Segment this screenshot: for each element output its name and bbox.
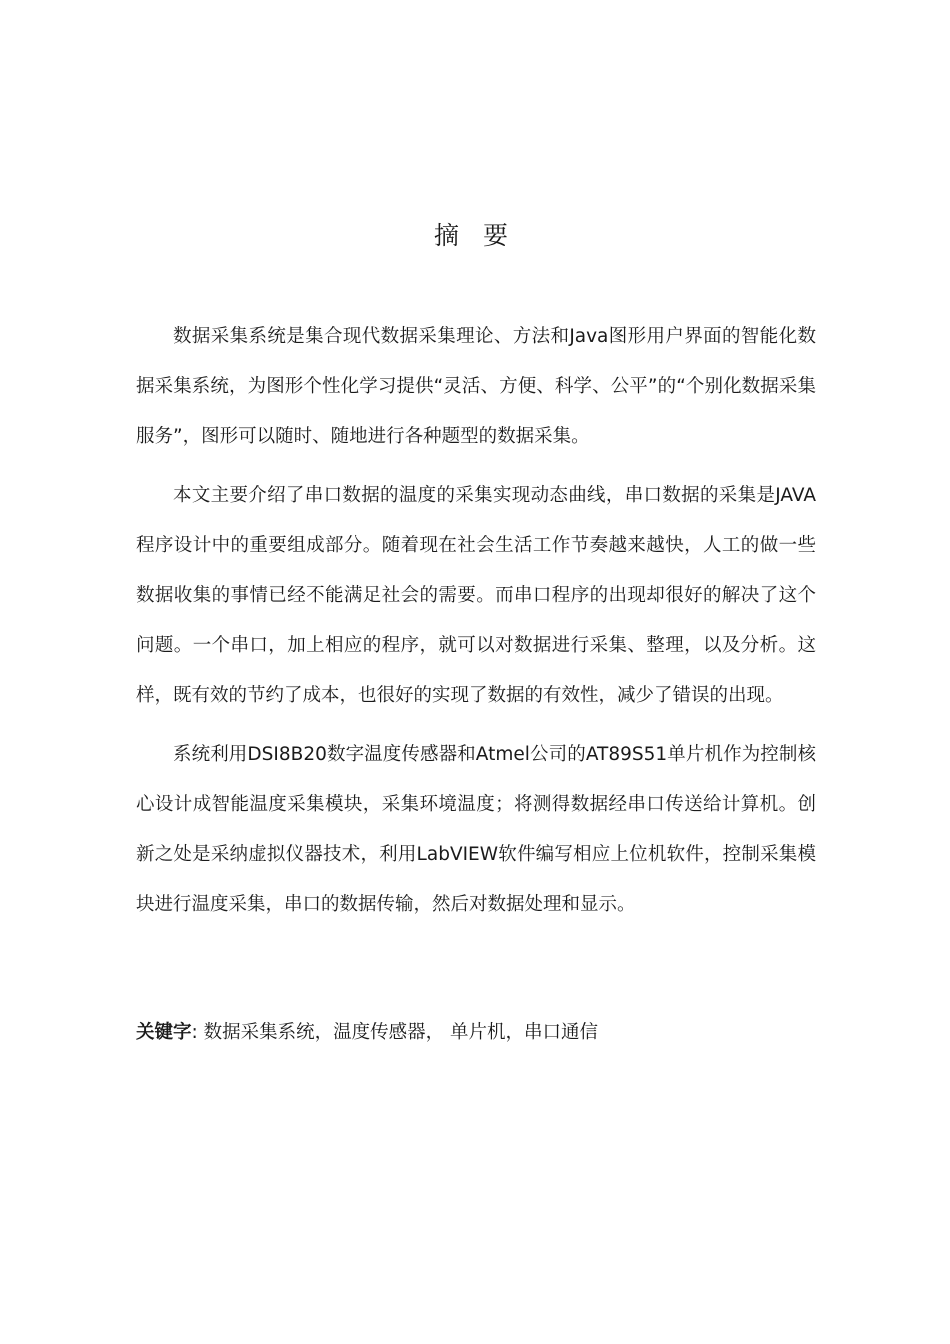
keywords-label: 关键字 [136, 1022, 192, 1043]
keywords-separator: : [191, 1022, 198, 1043]
abstract-title: 摘 要 [434, 221, 516, 250]
keywords-text: 数据采集系统，温度传感器， 单片机，串口通信 [197, 1022, 599, 1043]
abstract-paragraph-2: 本文主要介绍了串口数据的温度的采集实现动态曲线，串口数据的采集是JAVA程序设计中的重要组成部分。随着现在社会生活工作节奏越来越快，人工的做一些数据收集的事情已经不能满足社会的需要。而串口程序的出现却很好的解决了这个问题。一个串口，加上相应的程序，就可以对数据进行采集、整理，以及分析。这样，既有效的节约了成本，也很好的实现了数据的有效性，减少了错误的出现。 [136, 485, 816, 706]
abstract-paragraph-3: 系统利用DSI8B20数字温度传感器和Atmel公司的AT89S51单片机作为控制核心设计成智能温度采集模块，采集环境温度；将测得数据经串口传送给计算机。创新之处是采纳虚拟仪器技术，利用LabVIEW软件编写相应上位机软件，控制采集模块进行温度采集，串口的数据传输，然后对数据处理和显示。 [136, 744, 816, 915]
abstract-paragraph-1: 数据采集系统是集合现代数据采集理论、方法和Java图形用户界面的智能化数据采集系统，为图形个性化学习提供“灵活、方便、科学、公平”的“个别化数据采集服务”，图形可以随时、随地进行各种题型的数据采集。 [136, 326, 816, 447]
abstract-body [136, 312, 816, 939]
keywords-line [136, 1016, 816, 1050]
